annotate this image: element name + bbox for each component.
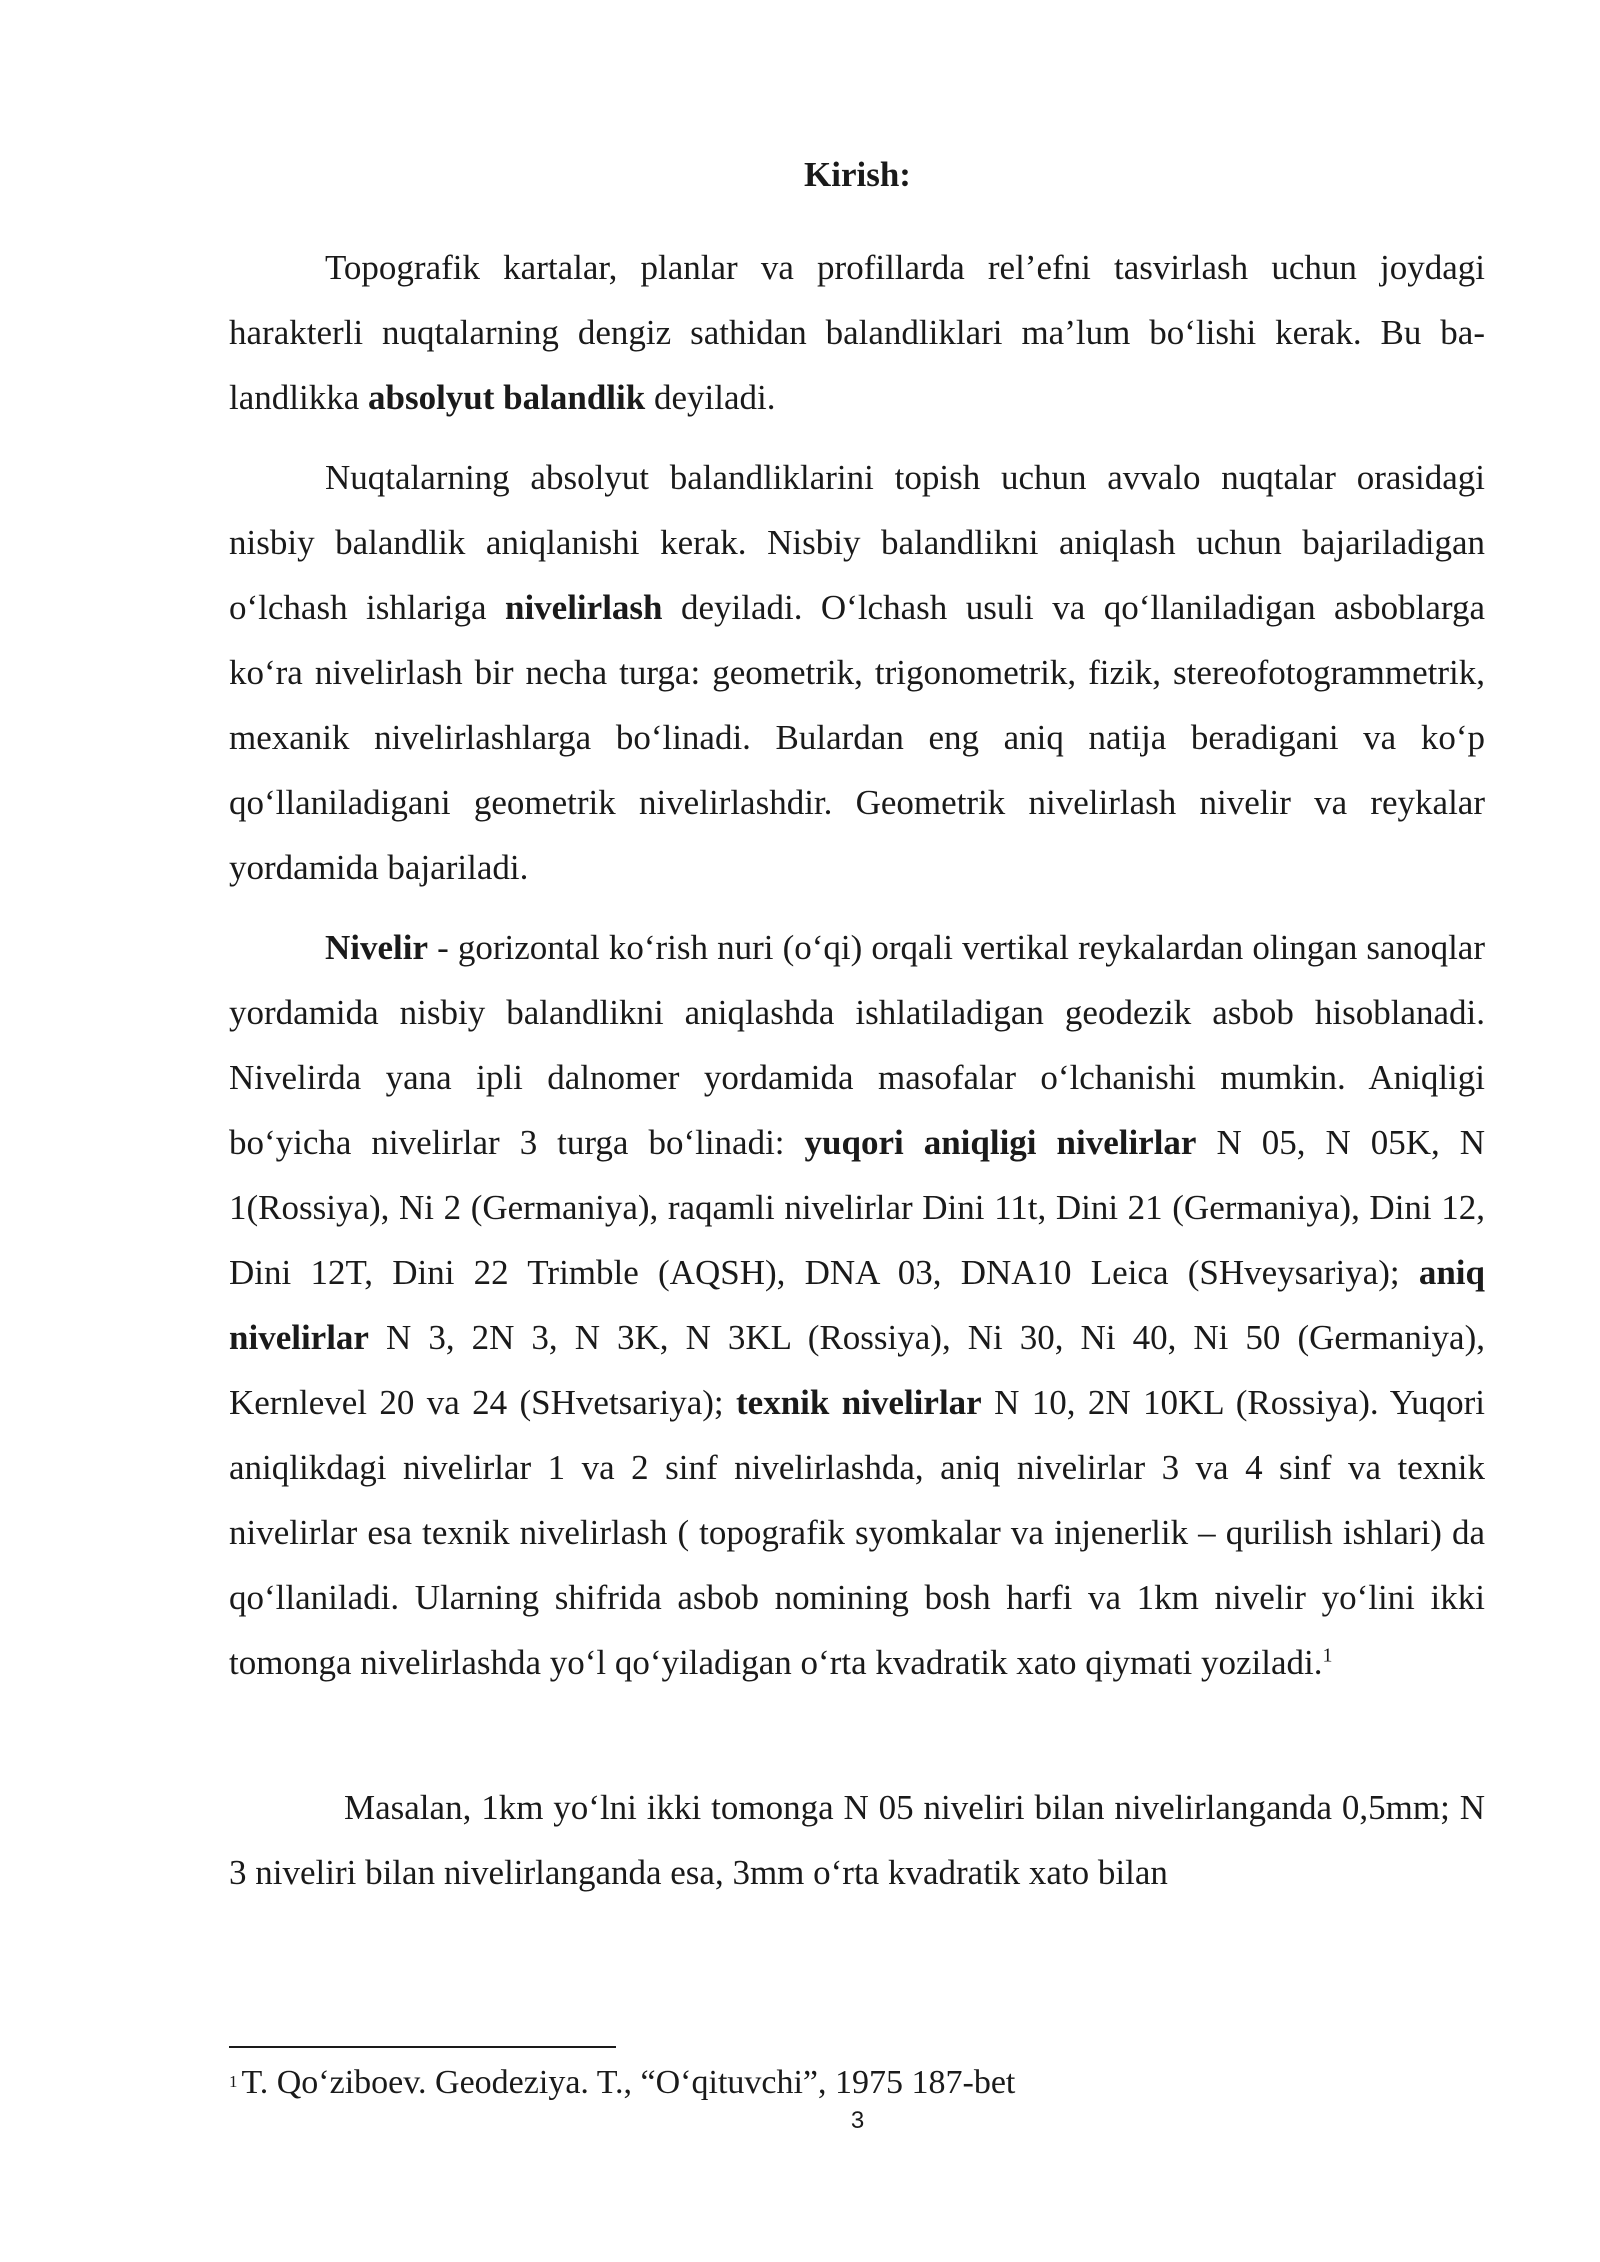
footnote-separator — [229, 2046, 616, 2048]
bold-term-nivelirlash: nivelirlash — [504, 588, 663, 627]
paragraph-text: N 3, 2N 3, N 3K, N 3KL (Rossiya), Ni 30, Ni 40, Ni 50 (Germaniya), Kernlevel 20 va 24 (SHvetsariya); — [229, 1318, 1485, 1422]
paragraph-text: N 10, 2N 10KL (Rossiya). Yuqori aniqlikdagi nivelirlar 1 va 2 sinf nivelirlashda, aniq nivelirlar 3 va 4 sinf va texnik nivelirlar esa texnik nivelirlash ( topografik syomkalar va injenerlik – qurilish ishlari) da qo‘llaniladi. Ularning shifrida asbob nomining bosh harfi va 1km nivelir yo‘lini ikki tomonga nivelirlashda yo‘l qo‘yiladigan o‘rta kvadratik xato qiymati yoziladi. — [229, 1383, 1486, 1682]
paragraph-text: - gorizontal ko‘rish nuri (o‘qi) orqali vertikal reykalardan olingan sanoqlar yordamida nisbiy balandlikni aniqlashda ishlatiladigan geodezik asbob hisoblanadi. Nivelirda yana ipli dalnomer yordamida masofalar o‘lchanishi mumkin. Aniqligi bo‘yicha nivelirlar 3 turga bo‘linadi: — [229, 928, 1485, 1162]
paragraph-text: N 05, N 05K, N 1(Rossiya), Ni 2 (Germaniya), raqamli nivelirlar Dini 11t, Dini 21 (Germaniya), Dini 12, Dini 12T, Dini 22 Trimble (AQSH), DNA 03, DNA10 Leica (SHveysariya); — [229, 1123, 1485, 1292]
bold-term-nivelir: Nivelir — [325, 928, 429, 967]
bold-term-absolyut-balandlik: absolyut balandlik — [368, 378, 646, 417]
paragraph-text: deyiladi. — [645, 378, 776, 417]
footnote — [229, 2056, 1015, 2109]
paragraph-text: Masalan, 1km yo‘lni ikki tomonga N 05 niveliri bilan nivelirlanganda 0,5mm; N 3 niveliri bilan nivelirlanganda esa, 3mm o‘rta kvadratik xato bilan — [229, 1788, 1485, 1892]
paragraph-2 — [229, 445, 1485, 900]
paragraph-text: Nuqtalarning absolyut balandliklarini topish uchun avvalo nuqtalar orasidagi nisbiy balandlik aniqlanishi kerak. Nisbiy balandlikni aniqlash uchun bajariladigan o‘lchash ishlariga — [229, 458, 1485, 627]
paragraph-text: deyiladi. O‘lchash usuli va qo‘llaniladigan asboblarga ko‘ra nivelirlash bir necha turga: geometrik, trigonometrik, fizik, stereofotogrammetrik, mexanik nivelirlashlarga bo‘linadi. Bulardan eng aniq natija beradigani va ko‘p qo‘llaniladigani geometrik nivelirlashdir. Geometrik nivelirlash nivelir va reykalar yordamida bajariladi. — [229, 588, 1485, 887]
bold-term-yuqori-aniqligi-nivelirlar: yuqori aniqligi nivelirlar — [804, 1123, 1197, 1162]
paragraph-3 — [229, 915, 1485, 1695]
paragraph-4 — [229, 1775, 1485, 1905]
bold-term-aniq-nivelirlar: aniq nivelirlar — [229, 1253, 1485, 1357]
footnote-text: T. Qo‘ziboev. Geodeziya. T., “O‘qituvchi”, 1975 187-bet — [241, 2064, 1016, 2101]
footnote-mark: 1 — [229, 2072, 238, 2091]
paragraph-text: Topografik kartalar, planlar va profillarda rel’efni tasvirlash uchun joydagi harakterli nuqtalarning dengiz sathidan balandliklari ma’lum bo‘lishi kerak. Bu ba-landlikka — [229, 248, 1485, 417]
bold-term-texnik-nivelirlar: texnik nivelirlar — [736, 1383, 982, 1422]
page-number: 3 — [850, 2107, 865, 2134]
footnote-reference[interactable]: 1 — [1322, 1644, 1333, 1667]
page-title: Kirish: — [804, 155, 911, 194]
paragraph-1 — [229, 235, 1485, 430]
